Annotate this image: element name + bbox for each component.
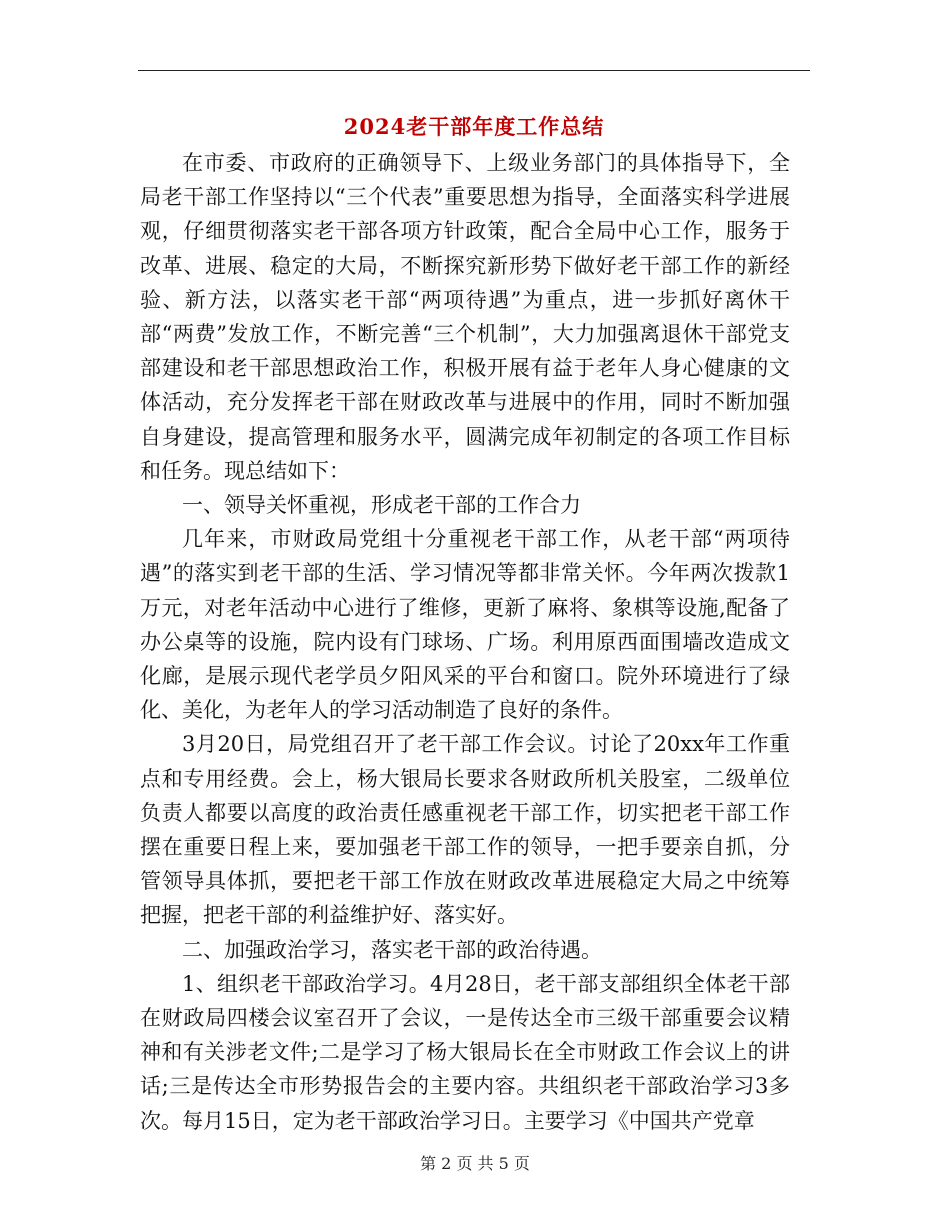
document-title: 2024老干部年度工作总结 (343, 114, 605, 139)
paragraph-intro: 在市委、市政府的正确领导下、上级业务部门的具体指导下，全局老干部工作坚持以“三个代表”重要思想为指导，全面落实科学进展观，仔细贯彻落实老干部各项方针政策，配合全局中心工作，服务于改革、进展、稳定的大局，不断探究新形势下做好老干部工作的新经验、新方法，以落实老干部“两项待遇”为重点，进一步抓好离休干部“两费”发放工作，不断完善“三个机制”，大力加强离退休干部党支部建设和老干部思想政治工作，积极开展有益于老年人身心健康的文体活动，充分发挥老干部在财政改革与进展中的作用，同时不断加强自身建设，提高管理和服务水平，圆满完成年初制定的各项工作目标和任务。现总结如下： (140, 151, 790, 483)
section-heading-1: 一、领导关怀重视，形成老干部的工作合力 (182, 493, 581, 518)
paragraph-1: 几年来，市财政局党组十分重视老干部工作，从老干部“两项待遇”的落实到老干部的生活、学习情况等都非常关怀。今年两次拨款1万元，对老年活动中心进行了维修，更新了麻将、象棋等设施,配备了办公桌等的设施，院内设有门球场、广场。利用原西面围墙改造成文化廊，是展示现代老学员夕阳风采的平台和窗口。院外环境进行了绿化、美化，为老年人的学习活动制造了良好的条件。 (140, 527, 790, 723)
page-footer: 第 2 页 共 5 页 (420, 1154, 530, 1173)
paragraph-3: 1、组织老干部政治学习。4月28日，老干部支部组织全体老干部在财政局四楼会议室召开了会议，一是传达全市三级干部重要会议精神和有关涉老文件;二是学习了杨大银局长在全市财政工作会议上的讲话;三是传达全市形势报告会的主要内容。共组织老干部政治学习3多次。每月15日，定为老干部政治学习日。主要学习《中国共产党章 (140, 971, 790, 1133)
paragraph-2: 3月20日，局党组召开了老干部工作会议。讨论了20xx年工作重点和专用经费。会上，杨大银局长要求各财政所机关股室，二级单位负责人都要以高度的政治责任感重视老干部工作，切实把老干部工作摆在重要日程上来，要加强老干部工作的领导，一把手要亲自抓，分管领导具体抓，要把老干部工作放在财政改革进展稳定大局之中统筹把握，把老干部的利益维护好、落实好。 (140, 732, 790, 928)
document-body (140, 146, 790, 1138)
section-heading-2: 二、加强政治学习，落实老干部的政治待遇。 (182, 937, 602, 962)
header-rule (138, 70, 810, 71)
